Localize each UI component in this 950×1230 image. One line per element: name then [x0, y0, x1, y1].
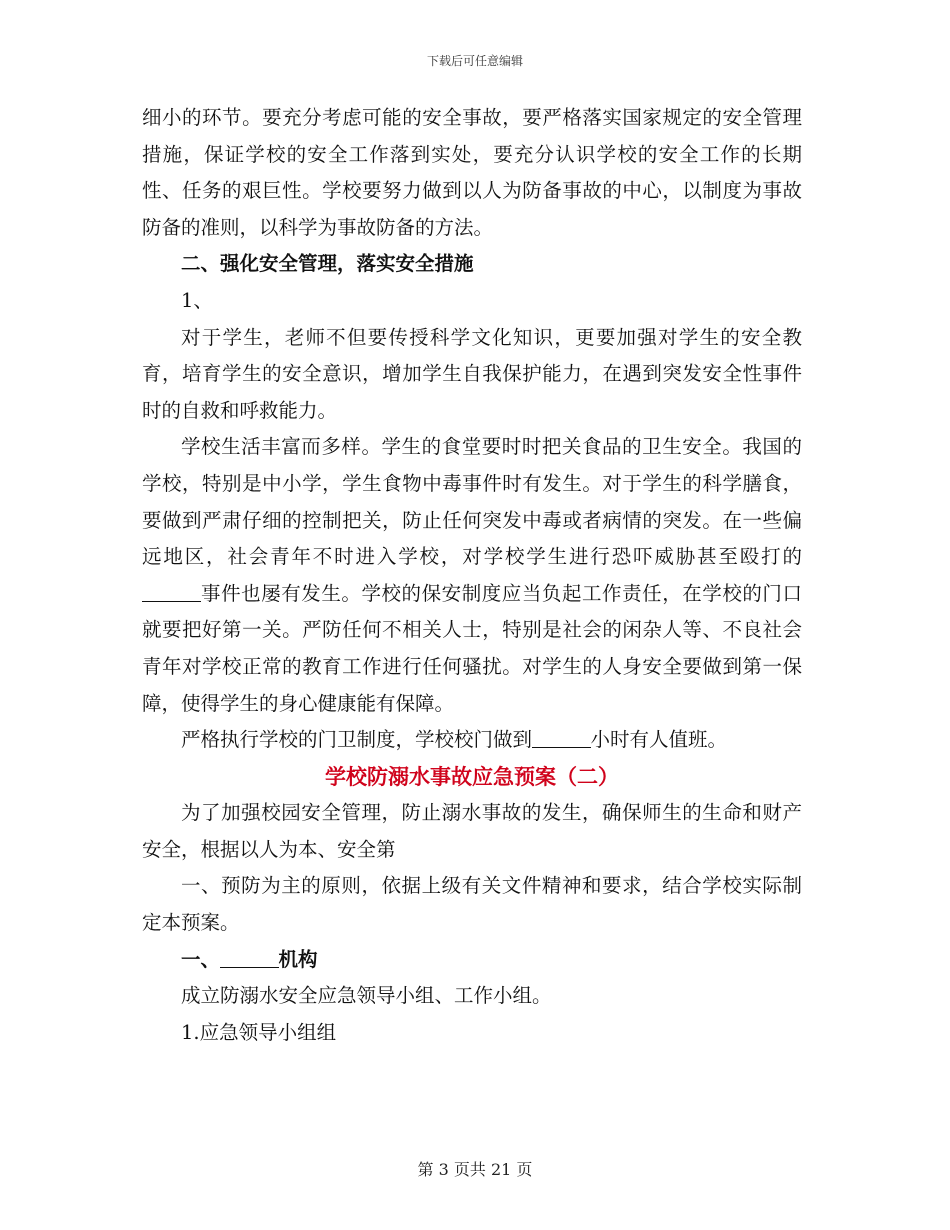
- document-title: 学校防溺水事故应急预案（二）: [325, 763, 619, 789]
- page-header: 下载后可任意编辑: [426, 54, 523, 68]
- paragraph-intro: 细小的环节。要充分考虑可能的安全事故，要严格落实国家规定的安全管理措施，保证学校的安全工作落到实处，要充分认识学校的安全工作的长期性、任务的艰巨性。学校要努力做到以人为防备事故的中心，以制度为事故防备的准则，以科学为事故防备的方法。: [142, 106, 802, 239]
- section-heading-organization: [142, 942, 802, 979]
- paragraph-school-life: [142, 429, 802, 722]
- blank-underline: [142, 581, 201, 602]
- section-heading-number: 一、: [181, 947, 221, 971]
- paragraph-school-life-part2: 事件也屡有发生。学校的保安制度应当负起工作责任，在学校的门口就要把好第一关。严防任何不相关人士，特别是社会的闲杂人等、不良社会青年对学校正常的教育工作进行任何骚扰。对学生的人身安全要做到第一保障，使得学生的身心健康能有保障。: [142, 581, 802, 715]
- paragraph-gate-duty: [142, 722, 802, 759]
- list-item-1: 1、: [181, 288, 213, 312]
- paragraph-principle: 一、预防为主的原则，依据上级有关文件精神和要求，结合学校实际制定本预案。: [142, 874, 802, 935]
- paragraph-gate-duty-part1: 严格执行学校的门卫制度，学校校门做到: [181, 728, 533, 752]
- paragraph-establish-groups: 成立防溺水安全应急领导小组、工作小组。: [181, 984, 552, 1008]
- section-heading-text: 机构: [278, 947, 318, 971]
- document-body: [142, 100, 802, 1051]
- blank-underline: [220, 947, 279, 968]
- blank-underline: [532, 728, 591, 749]
- paragraph-gate-duty-part2: 小时有人值班。: [590, 728, 728, 752]
- paragraph-school-life-part1: 学校生活丰富而多样。学生的食堂要时时把关食品的卫生安全。我国的学校，特别是中小学，学生食物中毒事件时有发生。对于学生的科学膳食，要做到严肃仔细的控制把关，防止任何突发中毒或者病情的突发。在一些偏远地区，社会青年不时进入学校，对学校学生进行恐吓威胁甚至殴打的: [142, 435, 802, 569]
- list-item-leadership-group: 1.应急领导小组组: [181, 1020, 337, 1044]
- paragraph-student-education: 对于学生，老师不但要传授科学文化知识，更要加强对学生的安全教育，培育学生的安全意识，增加学生自我保护能力，在遇到突发安全性事件时的自救和呼救能力。: [142, 325, 802, 422]
- page-footer: 第 3 页共 21 页: [417, 1160, 533, 1179]
- section-heading-2: 二、强化安全管理，落实安全措施: [181, 252, 474, 276]
- paragraph-purpose: 为了加强校园安全管理，防止溺水事故的发生，确保师生的生命和财产安全，根据以人为本、安全第: [142, 801, 802, 861]
